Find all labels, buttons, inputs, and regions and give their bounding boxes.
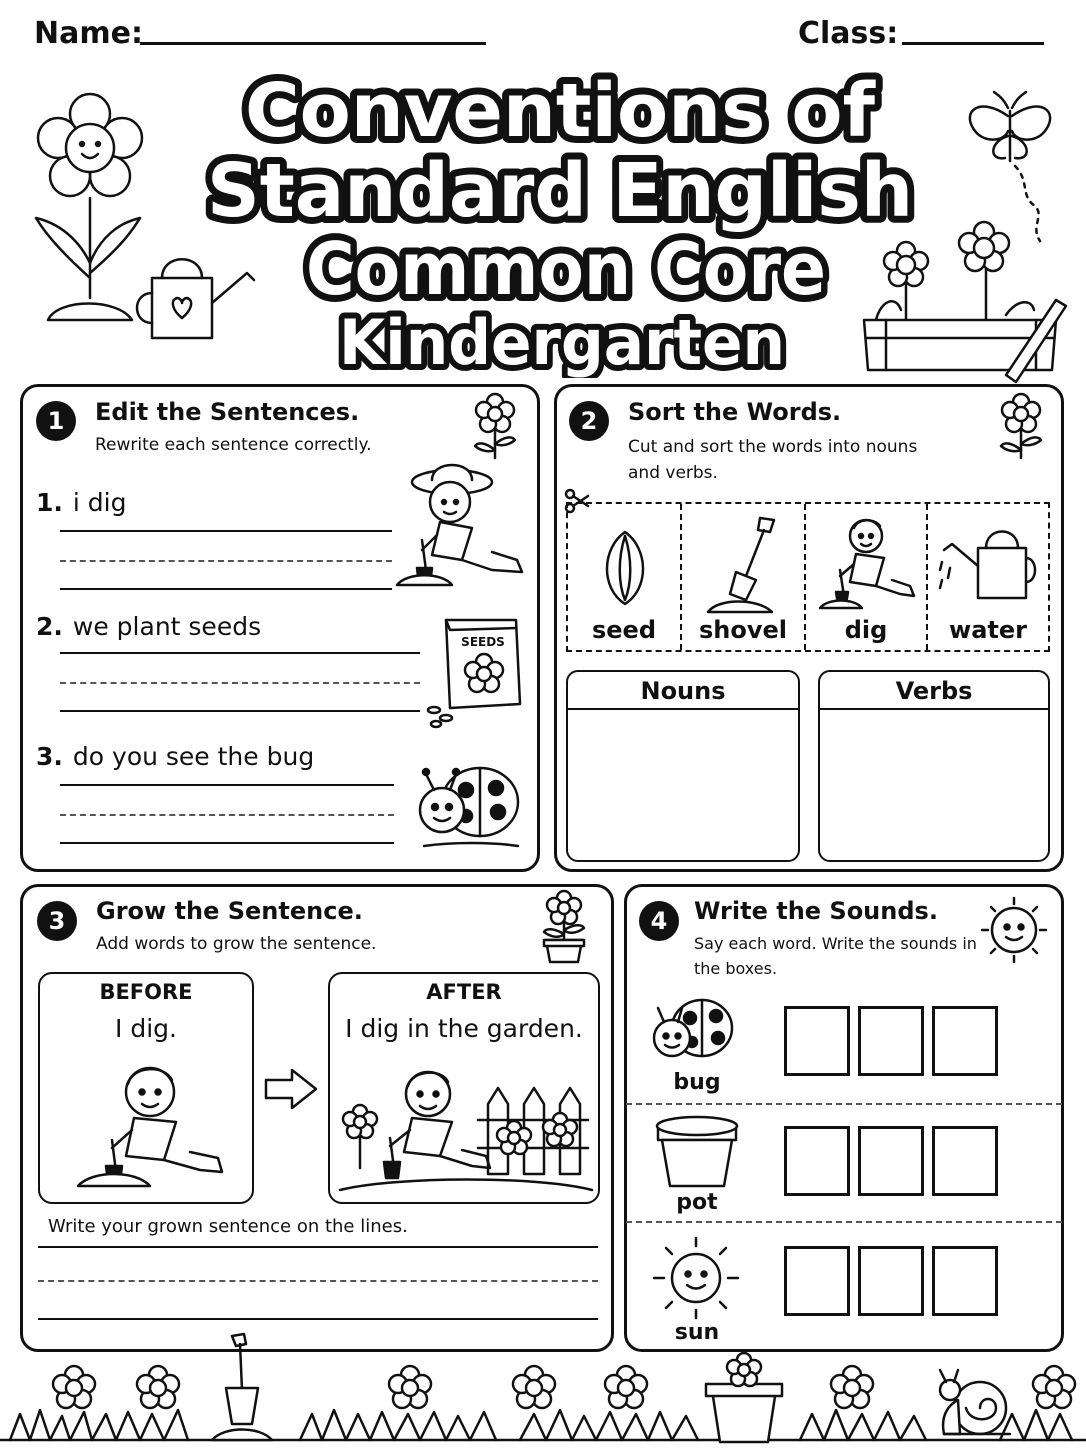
verbs-heading: Verbs [820,672,1048,710]
section-4-number: 4 [639,901,679,941]
sound-word-pot: pot [676,1190,718,1215]
section-1-instruction: Rewrite each sentence correctly. [95,435,372,455]
writing-midline [60,682,420,684]
section-3-number: 3 [37,901,77,941]
ladybug-icon [412,760,524,854]
item-sentence: do you see the bug [72,742,315,771]
sound-box[interactable] [932,1006,998,1076]
sound-word-bug: bug [673,1070,721,1095]
writing-line[interactable] [60,842,394,844]
ladybug-icon [648,996,738,1068]
after-box [328,972,600,1204]
item-sentence: we plant seeds [72,612,262,641]
item-number: 1. [36,488,63,517]
write-prompt: Write your grown sentence on the lines. [48,1216,408,1237]
sound-box[interactable] [932,1246,998,1316]
section-4-instruction: Say each word. Write the sounds in the boxes. [694,934,977,978]
before-label: BEFORE [99,980,193,1004]
flower-pot-icon [538,890,590,964]
name-field[interactable] [140,42,486,45]
sentence-item-3 [36,742,314,771]
watering-can-icon [938,518,1038,604]
row-divider [626,1103,1062,1105]
section-4-title: Write the Sounds. [694,897,938,925]
section-3-title: Grow the Sentence. [96,897,363,925]
garden-bed-flowers-icon [856,210,1070,386]
sound-box[interactable] [784,1246,850,1316]
card-label: water [949,616,1027,644]
flower-pot-icon [652,1114,742,1190]
writing-midline [60,814,394,816]
sun-icon [648,1232,744,1324]
card-label: dig [844,616,888,644]
shovel-icon [698,514,790,614]
section-3-instruction: Add words to grow the sentence. [96,934,377,954]
seed-icon [598,528,652,608]
nouns-heading: Nouns [568,672,798,710]
writing-line[interactable] [60,530,392,532]
sentence-item-1 [36,488,126,517]
card-label: shovel [698,616,787,644]
child-digging-icon [72,1060,232,1190]
sound-box[interactable] [858,1126,924,1196]
writing-line[interactable] [38,1318,598,1320]
sound-box[interactable] [784,1006,850,1076]
word-card-water[interactable] [928,504,1048,650]
title-line-4: Kindergarten [339,306,785,378]
section-1-number: 1 [36,401,76,441]
before-sentence: I dig. [115,1014,177,1043]
sound-box[interactable] [784,1126,850,1196]
writing-line[interactable] [60,588,392,590]
sentence-item-2 [36,612,261,641]
seed-packet-label: SEEDS [461,635,505,649]
item-sentence: i dig [72,488,127,517]
sound-word-sun: sun [674,1320,720,1345]
class-label: Class: [798,16,899,51]
small-flower-icon [996,392,1046,462]
after-label: AFTER [426,980,502,1004]
garden-scene-icon [338,1064,594,1196]
writing-midline [38,1280,598,1282]
garden-border-icon [0,1330,1086,1448]
after-sentence: I dig in the garden. [345,1014,583,1043]
sound-box[interactable] [858,1246,924,1316]
word-cards [566,502,1050,652]
sound-box[interactable] [858,1006,924,1076]
child-digging-icon [818,514,918,610]
word-card-shovel[interactable] [682,504,806,650]
section-2-number: 2 [569,401,609,441]
name-label: Name: [34,16,143,51]
row-divider [626,1221,1062,1223]
section-2-title: Sort the Words. [628,398,842,426]
before-box [38,972,254,1204]
nouns-box[interactable] [566,670,800,862]
verbs-box[interactable] [818,670,1050,862]
child-digging-icon [392,460,528,590]
section-2-instruction: Cut and sort the words into nouns and verbs. [628,437,918,483]
title-line-2: Standard English [207,148,913,234]
word-card-dig[interactable] [806,504,928,650]
word-card-seed[interactable] [568,504,682,650]
seed-packet-icon [424,612,528,732]
item-number: 2. [36,612,63,641]
watering-can-icon [122,248,262,348]
writing-line[interactable] [60,652,420,654]
worksheet-title [180,58,940,378]
section-1-title: Edit the Sentences. [95,398,360,426]
small-flower-icon [470,392,520,462]
arrow-right-icon [262,1066,320,1112]
writing-midline [60,560,392,562]
sun-icon [976,892,1052,968]
title-line-1: Conventions of [245,68,876,154]
writing-line[interactable] [60,710,420,712]
card-label: seed [591,616,657,644]
class-field[interactable] [902,42,1044,45]
writing-line[interactable] [38,1246,598,1248]
title-line-3: Common Core [306,227,826,311]
writing-line[interactable] [60,784,394,786]
sound-box[interactable] [932,1126,998,1196]
item-number: 3. [36,742,63,771]
